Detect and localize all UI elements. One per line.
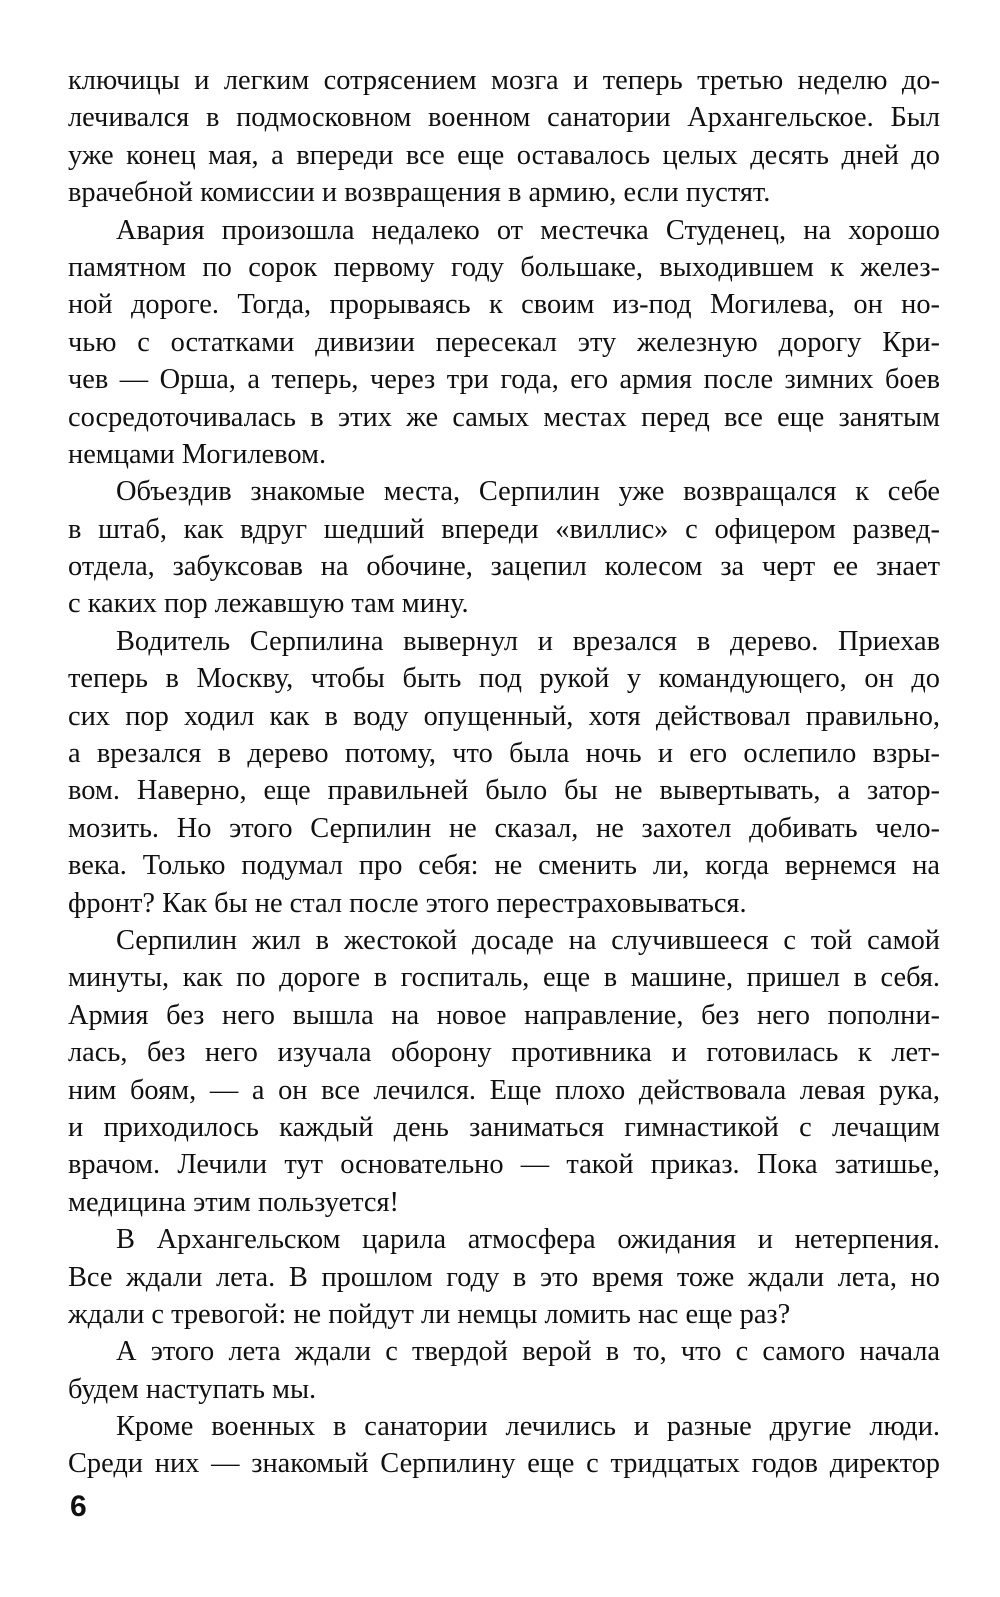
- text-line: врачебной комиссии и возвращения в армию, если пустят.: [68, 177, 771, 209]
- text-line: А этого лета ждали с твердой верой в то, что с самого начала: [116, 1336, 940, 1368]
- text-line: уже конец мая, а впереди все еще оставалось целых десять дней до: [68, 139, 940, 171]
- text-line: вом. Наверно, еще правильней было бы не вывертывать, а затор-: [68, 775, 940, 807]
- paragraph: [68, 1333, 940, 1408]
- text-line: минуты, как по дороге в госпиталь, еще в машине, пришел в себя.: [68, 962, 940, 994]
- paragraph: [68, 62, 940, 212]
- text-line: В Архангельском царила атмосфера ожидания и нетерпения.: [116, 1224, 940, 1256]
- text-line: в штаб, как вдруг шедший впереди «виллис» с офицером развед-: [68, 513, 940, 545]
- text-line: Водитель Серпилина вывернул и врезался в дерево. Приехав: [116, 625, 940, 657]
- page-number: 6: [70, 1490, 87, 1523]
- paragraph: [68, 473, 940, 623]
- text-line: ждали с тревогой: не пойдут ли немцы ломить нас еще раз?: [68, 1298, 791, 1330]
- text-line: отдела, забуксовав на обочине, зацепил колесом за черт ее знает: [68, 551, 940, 583]
- text-line: Среди них — знакомый Серпилину еще с тридцатых годов директор: [68, 1448, 940, 1480]
- paragraph: [68, 212, 940, 474]
- text-line: фронт? Как бы не стал после этого перестраховываться.: [68, 887, 747, 919]
- text-line: мозить. Но этого Серпилин не сказал, не захотел добивать чело-: [68, 812, 940, 844]
- text-line: чью с остатками дивизии пересекал эту железную дорогу Кри-: [68, 326, 940, 358]
- page-text: [68, 62, 940, 1483]
- paragraph: [68, 1221, 940, 1333]
- paragraph: [68, 922, 940, 1221]
- text-line: Кроме военных в санатории лечились и разные другие люди.: [116, 1411, 940, 1443]
- text-line: а врезался в дерево потому, что была ночь и его ослепило взры-: [68, 738, 940, 770]
- text-line: века. Только подумал про себя: не сменить ли, когда вернемся на: [68, 850, 940, 882]
- text-line: врачом. Лечили тут основательно — такой приказ. Пока затишье,: [68, 1149, 940, 1181]
- text-line: Объездив знакомые места, Серпилин уже возвращался к себе: [116, 476, 940, 508]
- text-line: ной дороге. Тогда, прорываясь к своим из-под Могилева, он но-: [68, 289, 940, 321]
- text-line: Армия без него вышла на новое направление, без него пополни-: [68, 999, 940, 1031]
- paragraph: [68, 1408, 940, 1483]
- text-line: чев — Орша, а теперь, через три года, его армия после зимних боев: [68, 364, 940, 396]
- text-line: Авария произошла недалеко от местечка Студенец, на хорошо: [116, 214, 940, 246]
- paragraph: [68, 623, 940, 922]
- text-line: сосредоточивалась в этих же самых местах перед все еще занятым: [68, 401, 940, 433]
- text-line: Все ждали лета. В прошлом году в это время тоже ждали лета, но: [68, 1261, 940, 1293]
- text-line: будем наступать мы.: [68, 1373, 317, 1405]
- text-line: ключицы и легким сотрясением мозга и теперь третью неделю до-: [68, 65, 940, 96]
- text-line: сих пор ходил как в воду опущенный, хотя действовал правильно,: [68, 700, 940, 732]
- text-line: памятном по сорок первому году большаке, выходившем к желез-: [68, 251, 940, 283]
- text-line: и приходилось каждый день заниматься гимнастикой с лечащим: [68, 1111, 940, 1143]
- text-line: лась, без него изучала оборону противника и готовилась к лет-: [68, 1037, 940, 1069]
- text-line: с каких пор лежавшую там мину.: [68, 588, 469, 620]
- text-line: лечивался в подмосковном военном санатории Архангельское. Был: [68, 102, 940, 134]
- text-line: Серпилин жил в жестокой досаде на случившееся с той самой: [116, 924, 940, 956]
- text-line: ним боям, — а он все лечился. Еще плохо действовала левая рука,: [68, 1074, 940, 1106]
- text-line: немцами Могилевом.: [68, 438, 327, 470]
- text-line: теперь в Москву, чтобы быть под рукой у командующего, он до: [68, 663, 940, 695]
- text-line: медицина этим пользуется!: [68, 1186, 399, 1218]
